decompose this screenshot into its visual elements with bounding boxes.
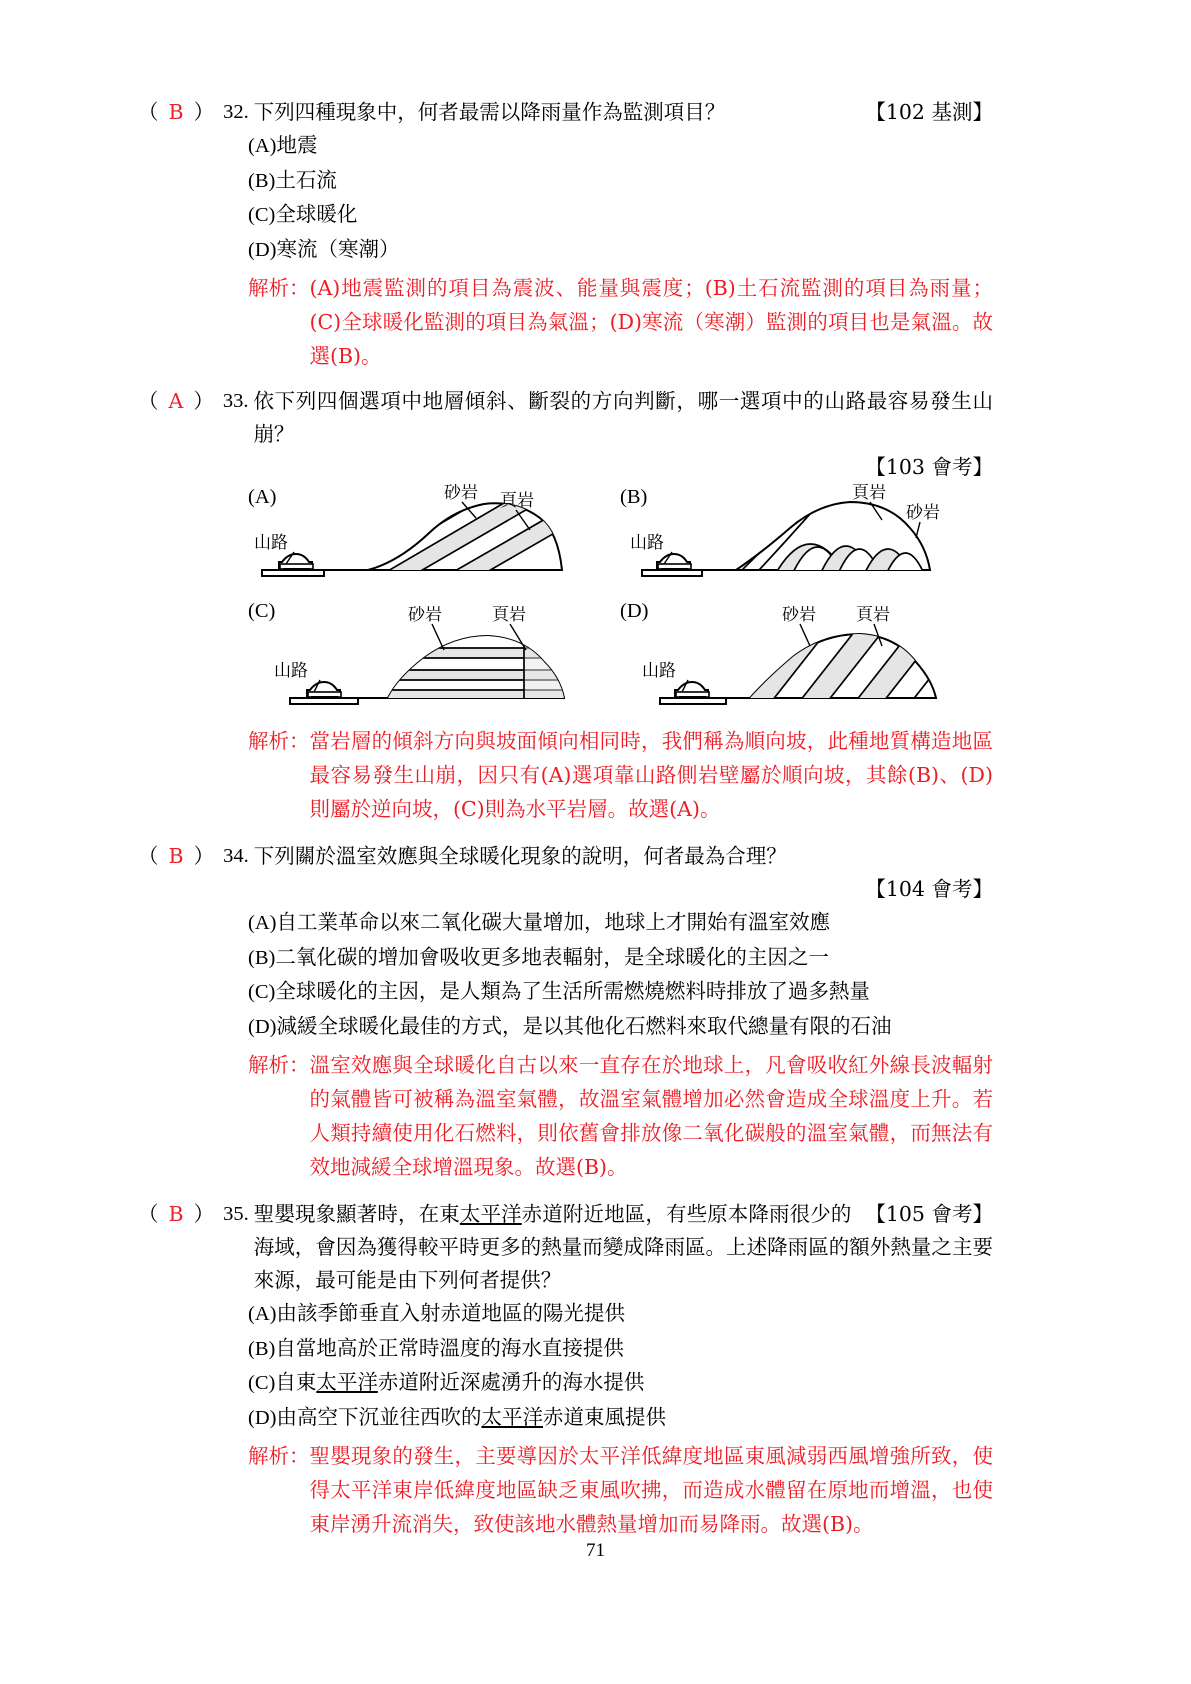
- explanation-33: [248, 724, 993, 826]
- question-block-32: [138, 96, 993, 373]
- option-34-a: [248, 906, 993, 941]
- explanation-text: 溫室效應與全球暖化自古以來一直存在於地球上，凡會吸收紅外線長波輻射的氣體皆可被稱為溫室氣體，故溫室氣體增加必然會造成全球溫度上升。若人類持續使用化石燃料，則依舊會排放像二氧化碳般的溫室氣體，而無法有效地減緩全球增溫現象。故選(B)。: [309, 1053, 993, 1179]
- diagram-33-d: [620, 598, 992, 714]
- option-label: (D): [248, 238, 277, 261]
- answer-35: B: [168, 1202, 184, 1226]
- option-32-a: [248, 129, 993, 164]
- answer-paren-open: （: [138, 1202, 159, 1226]
- answer-paren-close: ）: [193, 389, 214, 413]
- question-block-34: [138, 840, 993, 1184]
- option-text: 由高空下沉並往西吹的太平洋赤道東風提供: [276, 1404, 666, 1429]
- car-icon-a: [279, 554, 313, 571]
- explanation-32: [248, 271, 993, 373]
- option-text: 自東太平洋赤道附近深處湧升的海水提供: [275, 1370, 645, 1394]
- question-number-34: 34.: [223, 845, 249, 867]
- diagram-d-rock-label-2: 頁岩: [856, 606, 890, 625]
- question-block-35: [138, 1198, 993, 1541]
- explanation-34: [248, 1048, 993, 1184]
- car-icon-b: [657, 554, 691, 571]
- diagram-d-rock-label-1: 砂岩: [782, 606, 816, 625]
- diagram-label-b: (B): [620, 486, 648, 508]
- option-label: (A): [248, 135, 277, 157]
- page-content: [138, 96, 993, 1543]
- question-number-35: 35.: [223, 1203, 249, 1225]
- page-number: 71: [586, 1540, 605, 1561]
- option-text: 自工業革命以來二氧化碳大量增加，地球上才開始有溫室效應: [276, 910, 830, 934]
- option-label: (C): [248, 981, 276, 1003]
- diagram-group-33: [248, 484, 993, 714]
- question-stem-35: [254, 1198, 993, 1297]
- option-label: (D): [248, 1406, 277, 1429]
- explanation-text: (A)地震監測的項目為震波、能量與震度；(B)土石流監測的項目為雨量；(C)全球暖化監測的項目為氣溫；(D)寒流（寒潮）監測的項目也是氣溫。故選(B)。: [309, 276, 993, 368]
- option-text: 由該季節垂直入射赤道地區的陽光提供: [276, 1301, 625, 1325]
- diagram-33-c: [248, 598, 620, 714]
- diagram-label-a: (A): [248, 486, 277, 508]
- answer-33: A: [168, 389, 184, 413]
- explanation-35: [248, 1439, 993, 1541]
- diagram-c-svg: [248, 606, 620, 722]
- option-label: (B): [248, 169, 276, 192]
- answer-32: B: [168, 100, 184, 124]
- explanation-label: 解析：: [248, 1444, 310, 1468]
- option-text: 地震: [276, 133, 318, 157]
- diagram-d-svg: [620, 606, 992, 722]
- diagram-a-rock-label-1: 砂岩: [444, 484, 478, 503]
- diagram-a-road-label: 山路: [254, 533, 288, 553]
- question-stem-34-text: 下列關於溫室效應與全球暖化現象的說明，何者最為合理？: [253, 844, 787, 868]
- diagram-33-b: [620, 484, 992, 592]
- diagram-b-svg: [620, 484, 992, 592]
- option-label: (B): [248, 946, 276, 969]
- options-32: [248, 129, 993, 267]
- question-32-head: [138, 96, 993, 129]
- question-35-head: [138, 1198, 993, 1297]
- question-stem-32-text: 下列四種現象中，何者最需以降雨量作為監測項目？: [253, 100, 726, 124]
- option-35-a: [248, 1297, 993, 1332]
- options-34: [248, 906, 993, 1044]
- option-text: 寒流（寒潮）: [276, 236, 400, 261]
- option-text: 全球暖化: [275, 202, 358, 226]
- answer-34: B: [168, 844, 184, 868]
- diagram-c-rock-label-1: 砂岩: [408, 606, 442, 625]
- options-35: [248, 1297, 993, 1435]
- diagram-33-a: [248, 484, 620, 592]
- explanation-label: 解析：: [248, 276, 310, 300]
- option-label: (A): [248, 1303, 277, 1325]
- question-source-33: 【103 會考】: [865, 455, 993, 479]
- option-32-b: [248, 164, 993, 199]
- answer-paren-close: ）: [193, 1202, 215, 1226]
- diagram-b-rock-label-2: 砂岩: [906, 503, 940, 523]
- explanation-label: 解析：: [248, 729, 310, 753]
- question-source-34: 【104 會考】: [865, 877, 993, 901]
- question-33-head: [138, 385, 993, 451]
- diagram-label-d: (D): [620, 600, 649, 622]
- question-34-head: [138, 840, 993, 873]
- option-text: 全球暖化的主因，是人類為了生活所需燃燒燃料時排放了過多熱量: [275, 979, 870, 1003]
- question-stem-33-text: 依下列四個選項中地層傾斜、斷裂的方向判斷，哪一選項中的山路最容易發生山崩？: [253, 389, 993, 446]
- option-text: 土石流: [275, 167, 337, 192]
- diagram-c-rock-label-2: 頁岩: [492, 606, 526, 625]
- answer-paren-close: ）: [193, 844, 215, 868]
- option-label: (B): [248, 1337, 276, 1360]
- option-text: 減緩全球暖化最佳的方式，是以其他化石燃料來取代總量有限的石油: [276, 1013, 892, 1038]
- answer-paren-open: （: [138, 389, 159, 413]
- question-source-35: 【105 會考】: [865, 1202, 993, 1226]
- diagram-a-rock-label-2: 頁岩: [500, 491, 534, 511]
- question-stem-35-text: 聖嬰現象顯著時，在東太平洋赤道附近地區，有些原本降雨很少的海域，會因為獲得較平時更多的熱量而變成降雨區。上述降雨區的額外熱量之主要來源，最可能是由下列何者提供？: [253, 1202, 993, 1292]
- diagram-b-road-label: 山路: [630, 533, 664, 553]
- answer-paren-open: （: [138, 844, 159, 868]
- diagram-a-svg: [248, 484, 620, 592]
- question-number-32: 32.: [223, 101, 249, 123]
- option-32-c: [248, 198, 993, 233]
- explanation-text: 聖嬰現象的發生，主要導因於太平洋低緯度地區東風減弱西風增強所致，使得太平洋東岸低緯度地區缺乏東風吹拂，而造成水體留在原地而增溫，也使東岸湧升流消失，致使該地水體熱量增加而易降雨。故選(B)。: [309, 1444, 993, 1536]
- question-stem-34: [254, 840, 993, 873]
- diagram-label-c: (C): [248, 600, 276, 622]
- option-34-c: [248, 975, 993, 1010]
- option-text: 自當地高於正常時溫度的海水直接提供: [275, 1335, 624, 1360]
- option-label: (C): [248, 204, 276, 226]
- option-34-d: [248, 1010, 993, 1045]
- explanation-label: 解析：: [248, 1053, 310, 1077]
- option-34-b: [248, 941, 993, 976]
- option-35-d: [248, 1401, 993, 1436]
- question-stem-32: [254, 96, 993, 129]
- question-stem-33: [253, 385, 993, 451]
- diagram-d-road-label: 山路: [642, 661, 676, 681]
- car-icon-d: [675, 682, 709, 699]
- answer-paren-open: （: [138, 100, 159, 124]
- option-text: 二氧化碳的增加會吸收更多地表輻射，是全球暖化的主因之一: [275, 944, 829, 969]
- question-source-32: 【102 基測】: [865, 100, 993, 124]
- car-icon-c: [307, 682, 341, 699]
- diagram-c-road-label: 山路: [274, 661, 308, 681]
- explanation-text: 當岩層的傾斜方向與坡面傾向相同時，我們稱為順向坡，此種地質構造地區最容易發生山崩，因只有(A)選項靠山路側岩壁屬於順向坡，其餘(B)、(D)則屬於逆向坡，(C)則為水平岩層。故選(A)。: [309, 729, 993, 821]
- question-block-33: [138, 385, 993, 826]
- option-label: (C): [248, 1372, 276, 1394]
- question-number-33: 33.: [222, 390, 249, 412]
- diagram-row-top: [248, 484, 993, 592]
- diagram-row-bottom: [248, 598, 993, 714]
- option-label: (D): [248, 1015, 277, 1038]
- diagram-b-rock-label-1: 頁岩: [852, 484, 886, 503]
- option-35-c: [248, 1366, 993, 1401]
- option-label: (A): [248, 912, 277, 934]
- option-35-b: [248, 1332, 993, 1367]
- option-32-d: [248, 233, 993, 268]
- answer-paren-close: ）: [193, 100, 215, 124]
